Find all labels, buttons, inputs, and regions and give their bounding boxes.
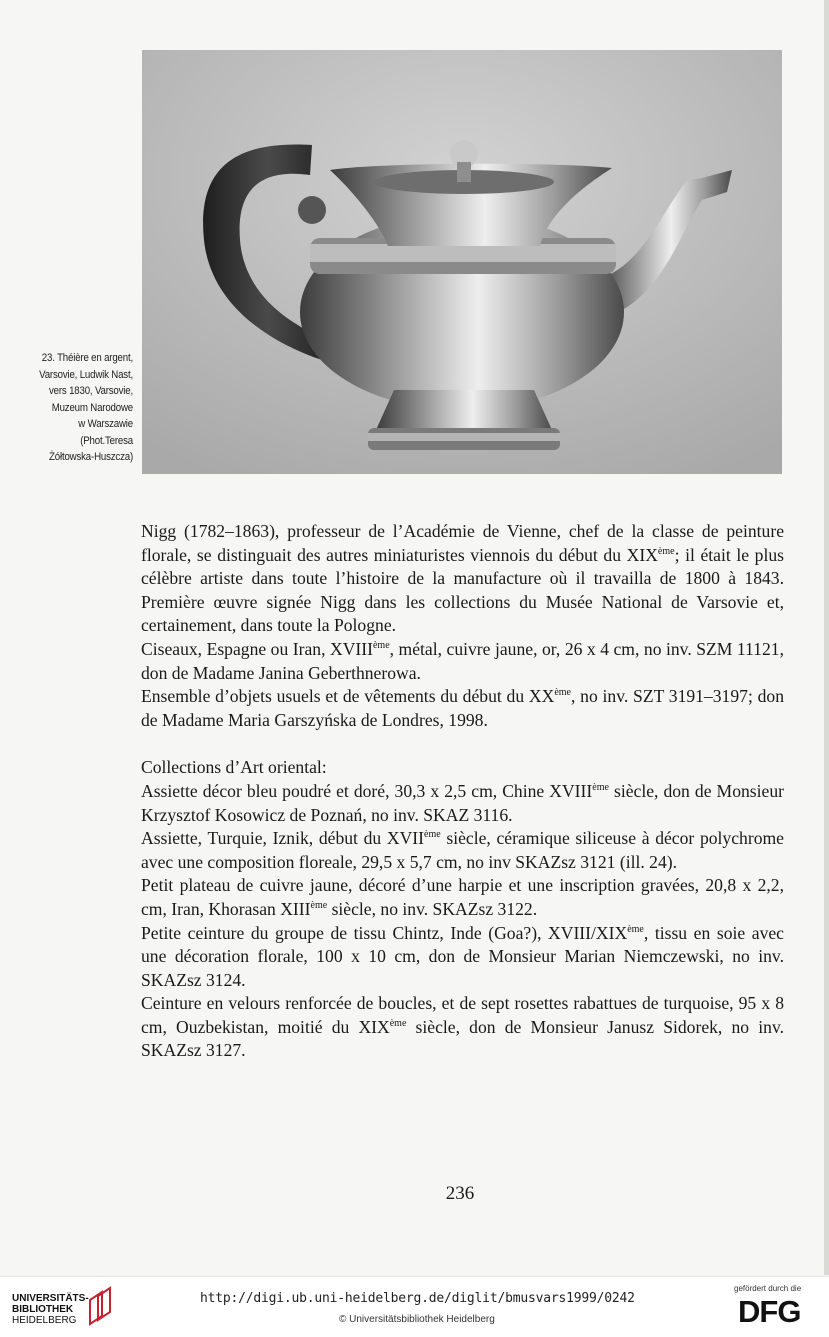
teapot-illustration (142, 50, 782, 474)
paragraph-nigg: Nigg (1782–1863), professeur de l’Académie de Vienne, chef de la classe de peinture florale, se distinguait des autres miniaturistes viennois du début du XIXème; il était le plus célèbre artiste dans toute l’histoire de la manufacture où il travailla de 1800 à 1843. Première œuvre signée Nigg dans les collections du Musée National de Varsovie et, certainement, dans toute la Pologne. (141, 521, 784, 636)
paragraph-assiette-chine: Assiette décor bleu poudré et doré, 30,3 x 2,5 cm, Chine XVIIIème siècle, don de Monsieur Krzysztof Kosowicz de Poznań, no inv. SKAZ 3116. (141, 780, 784, 825)
body-text (141, 520, 784, 1063)
paragraph-ciseaux: Ciseaux, Espagne ou Iran, XVIIIème, métal, cuivre jaune, or, 26 x 4 cm, no inv. SZM 11121, don de Madame Janina Geberthnerowa. (141, 638, 784, 683)
section-heading: Collections d’Art oriental: (141, 757, 327, 778)
caption-line: vers 1830, Varsovie, (48, 385, 133, 397)
permalink-url[interactable]: http://digi.ub.uni-heidelberg.de/diglit/bmusvars1999/0242 (200, 1291, 635, 1306)
library-name-line: BIBLIOTHEK (12, 1304, 74, 1315)
dfg-logo[interactable]: DFG (738, 1294, 801, 1329)
teapot-photo (142, 50, 782, 474)
caption-line: Żółtowska-Huszcza) (49, 451, 133, 463)
paragraph-ceinture-velours: Ceinture en velours renforcée de boucles, et de sept rosettes rabattues de turquoise, 95 x 8 cm, Ouzbekistan, moitié du XIXème siècle, don de Monsieur Janusz Sidorek, no inv. SKAZsz 3127. (141, 993, 784, 1061)
library-emblem-icon (86, 1286, 114, 1326)
figure-caption (16, 350, 133, 466)
page-edge (824, 0, 829, 1275)
library-name-line: UNIVERSITÄTS- (12, 1293, 89, 1304)
copyright-notice: © Universitätsbibliothek Heidelberg (339, 1314, 495, 1325)
footer-bar (0, 1276, 829, 1337)
library-logo[interactable] (12, 1293, 89, 1326)
paragraph-ceinture-chintz: Petite ceinture du groupe de tissu Chintz, Inde (Goa?), XVIII/XIXème, tissu en soie avec une décoration florale, 100 x 10 cm, don de Monsieur Marian Niemczewski, no inv. SKAZsz 3124. (141, 922, 784, 990)
paragraph-assiette-iznik: Assiette, Turquie, Iznik, début du XVIIème siècle, céramique siliceuse à décor polychrome avec une composition floreale, 29,5 x 5,7 cm, no inv SKAZsz 3121 (ill. 24). (141, 828, 784, 872)
caption-line: 23. Théière en argent, (41, 352, 133, 364)
funding-note: gefördert durch die (734, 1284, 802, 1293)
paragraph-gap (141, 732, 784, 756)
paragraph-ensemble: Ensemble d’objets usuels et de vêtements du début du XXème, no inv. SZT 3191–3197; don de Madame Maria Garszyńska de Londres, 1998. (141, 686, 784, 730)
caption-line: Muzeum Narodowe (51, 401, 133, 414)
caption-line: w Warszawie (78, 418, 133, 430)
page-number: 236 (445, 1183, 475, 1204)
caption-line: Varsovie, Ludwik Nast, (39, 368, 133, 381)
library-name-line: HEIDELBERG (12, 1315, 77, 1326)
paragraph-plateau: Petit plateau de cuivre jaune, décoré d’une harpie et une inscription gravées, 20,8 x 2,2, cm, Iran, Khorasan XIIIème siècle, no inv. SKAZsz 3122. (141, 875, 784, 919)
caption-line: (Phot.Teresa (80, 434, 133, 447)
